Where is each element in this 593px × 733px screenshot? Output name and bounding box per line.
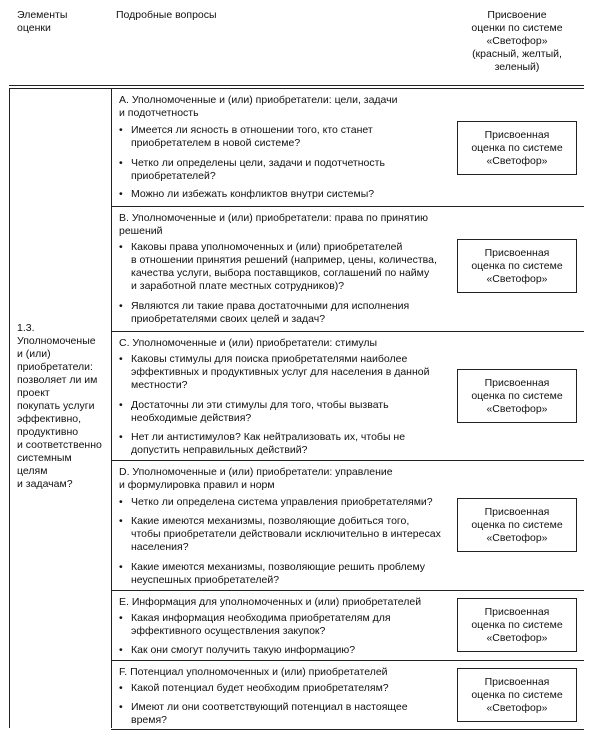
section-title: С. Уполномоченные и (или) приобретатели: стимулы xyxy=(119,337,378,349)
section-title: F. Потенциал уполномоченных и (или) приобретателей xyxy=(119,666,388,678)
list-item: • Имеют ли они соответствующий потенциал в настоящее время? xyxy=(119,701,463,727)
rating-box[interactable]: Присвоенная оценка по системе «Светофор» xyxy=(457,369,577,423)
list-item: • Являются ли такие права достаточными для исполнения приобретателями своих целей и задач? xyxy=(119,300,463,326)
list-item: • Какой потенциал будет необходим приобретателям? xyxy=(119,682,463,695)
header-elements: Элементы оценки xyxy=(17,9,68,34)
header-questions: Подробные вопросы xyxy=(116,9,217,21)
section-b xyxy=(111,206,584,332)
section-title: Е. Информация для уполномоченных и (или) приобретателей xyxy=(119,596,422,608)
rating-box[interactable]: Присвоенная оценка по системе «Светофор» xyxy=(457,498,577,552)
section-e xyxy=(111,590,584,661)
list-item: • Имеется ли ясность в отношении того, кто станет приобретателем в новой системе? xyxy=(119,124,463,150)
rating-box[interactable]: Присвоенная оценка по системе «Светофор» xyxy=(457,598,577,652)
section-title: D. Уполномоченные и (или) приобретатели: управление и формулировка правил и норм xyxy=(119,466,393,491)
section-title: А. Уполномоченные и (или) приобретатели: цели, задачи и подотчетность xyxy=(119,94,398,119)
list-item: • Достаточны ли эти стимулы для того, чтобы вызвать необходимые действия? xyxy=(119,399,463,425)
left-border xyxy=(9,88,10,728)
list-item: • Какие имеются механизмы, позволяющие добиться того, чтобы приобретатели действовали исключительно в интересах населения? xyxy=(119,515,463,554)
list-item: • Какие имеются механизмы, позволяющие решить проблему неуспешных приобретателей? xyxy=(119,561,463,587)
header-rating: Присвоение оценки по системе «Светофор» (красный, желтый, зеленый) xyxy=(471,9,563,73)
list-item: • Четко ли определены цели, задачи и подотчетность приобретателей? xyxy=(119,157,463,183)
list-item: • Как они смогут получить такую информацию? xyxy=(119,644,463,657)
criterion-text: 1.3. Уполномоченые и (или) приобретатели: позволяет ли им проект покупать услуги эффективно, продуктивно и соответственно системным целям и задачам? xyxy=(17,322,102,490)
list-item: • Четко ли определена система управления приобретателями? xyxy=(119,496,463,509)
rating-box[interactable]: Присвоенная оценка по системе «Светофор» xyxy=(457,668,577,722)
list-item: • Можно ли избежать конфликтов внутри системы? xyxy=(119,188,463,201)
rating-box[interactable]: Присвоенная оценка по системе «Светофор» xyxy=(457,239,577,293)
section-d xyxy=(111,460,584,591)
section-f xyxy=(111,660,584,730)
list-item: • Каковы стимулы для поиска приобретателями наиболее эффективных и продуктивных услуг для населения в данной местности? xyxy=(119,353,463,392)
list-item: • Каковы права уполномоченных и (или) приобретателей в отношении принятия решений (например, цены, количества, качества услуги, выбора поставщиков, соглашений по найму и заработной плате местных сотрудников)? xyxy=(119,241,463,293)
header-rule xyxy=(9,85,584,86)
list-item: • Нет ли антистимулов? Как нейтрализовать их, чтобы не допустить неправильных действий? xyxy=(119,431,463,457)
section-title: В. Уполномоченные и (или) приобретатели: права по принятию решений xyxy=(119,212,429,237)
list-item: • Какая информация необходима приобретателям для эффективного осуществления закупок? xyxy=(119,612,463,638)
section-a xyxy=(111,88,584,207)
section-c xyxy=(111,331,584,461)
rating-box[interactable]: Присвоенная оценка по системе «Светофор» xyxy=(457,121,577,175)
